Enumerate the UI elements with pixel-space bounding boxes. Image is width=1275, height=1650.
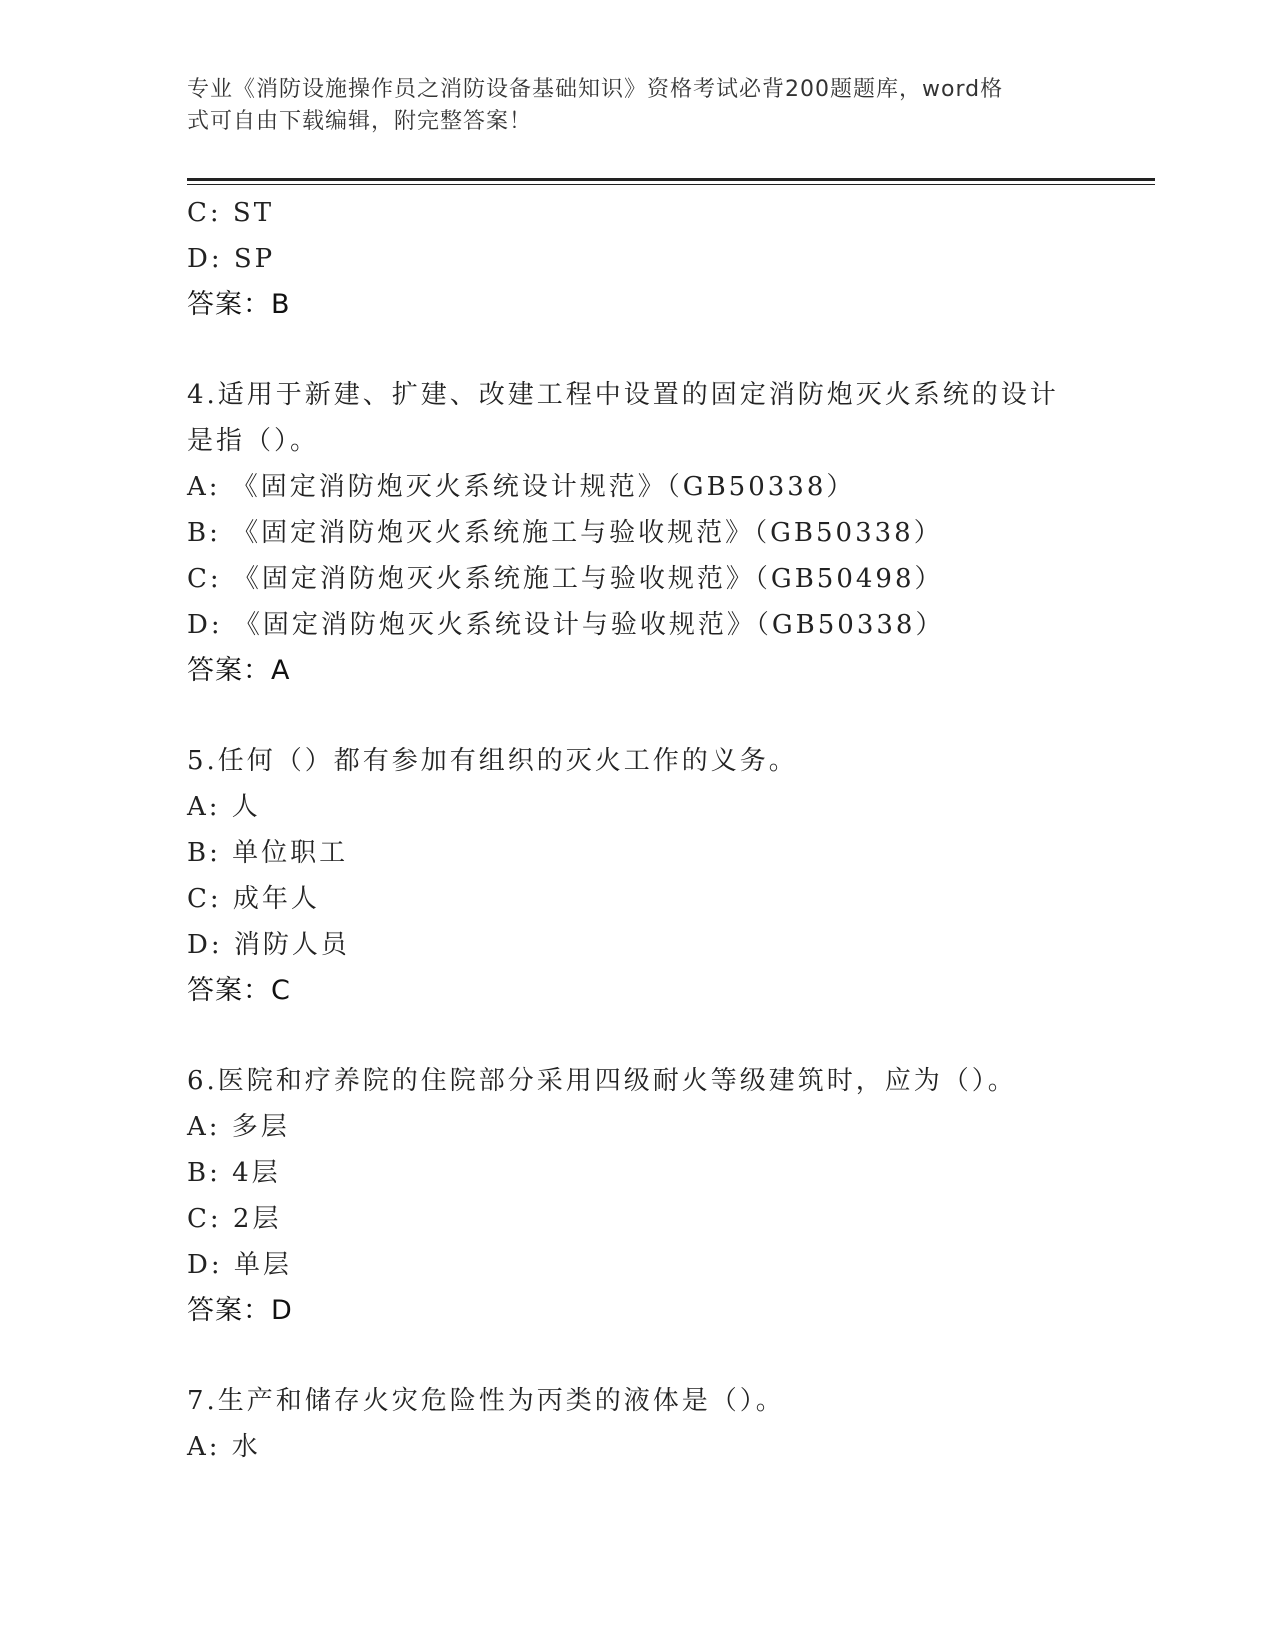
option-a: A: 多层 (187, 1112, 290, 1142)
answer-line: 答案：D (187, 1295, 293, 1326)
question-4-block (187, 372, 1107, 694)
question-7-block (187, 1378, 1107, 1470)
option-d: D: 《固定消防炮灭火系统设计与验收规范》（GB50338） (187, 610, 945, 640)
question-text-line-2: 是指（）。 (187, 426, 320, 456)
spacer (187, 328, 1107, 372)
header-divider-thick (187, 178, 1155, 181)
option-b: B: 单位职工 (187, 838, 349, 868)
header-title-line-1: 专业《消防设施操作员之消防设备基础知识》资格考试必背200题题库，word格 (187, 77, 1004, 102)
option-b: B: 《固定消防炮灭火系统施工与验收规范》（GB50338） (187, 518, 943, 548)
spacer (187, 1334, 1107, 1378)
option-c: C: 成年人 (187, 884, 320, 914)
option-a: A: 水 (187, 1432, 261, 1462)
question-6-block (187, 1058, 1107, 1334)
question-text: 6.医院和疗养院的住院部分采用四级耐火等级建筑时，应为（）。 (187, 1066, 1017, 1096)
option-d: D: 消防人员 (187, 930, 350, 960)
header-title-line-2: 式可自由下载编辑，附完整答案！ (187, 109, 533, 134)
question-text: 5.任何（）都有参加有组织的灭火工作的义务。 (187, 746, 798, 776)
option-a: A: 人 (187, 792, 261, 822)
option-a: A: 《固定消防炮灭火系统设计规范》（GB50338） (187, 472, 856, 502)
answer-line: 答案：A (187, 655, 291, 686)
question-list (187, 190, 1107, 1470)
option-c: C: ST (187, 198, 275, 228)
header-divider-thin (187, 184, 1155, 185)
option-c: C: 《固定消防炮灭火系统施工与验收规范》（GB50498） (187, 564, 944, 594)
answer-line: 答案：B (187, 289, 291, 320)
option-d: D: 单层 (187, 1250, 292, 1280)
spacer (187, 694, 1107, 738)
option-c: C: 2层 (187, 1204, 282, 1234)
option-d: D: SP (187, 244, 276, 274)
question-5-block (187, 738, 1107, 1014)
question-text: 7.生产和储存火灾危险性为丙类的液体是（）。 (187, 1386, 785, 1416)
question-3-block (187, 190, 1107, 328)
answer-line: 答案：C (187, 975, 291, 1006)
spacer (187, 1014, 1107, 1058)
question-text-line-1: 4.适用于新建、扩建、改建工程中设置的固定消防炮灭火系统的设计 (187, 380, 1059, 410)
document-header (187, 74, 1067, 138)
option-b: B: 4层 (187, 1158, 281, 1188)
